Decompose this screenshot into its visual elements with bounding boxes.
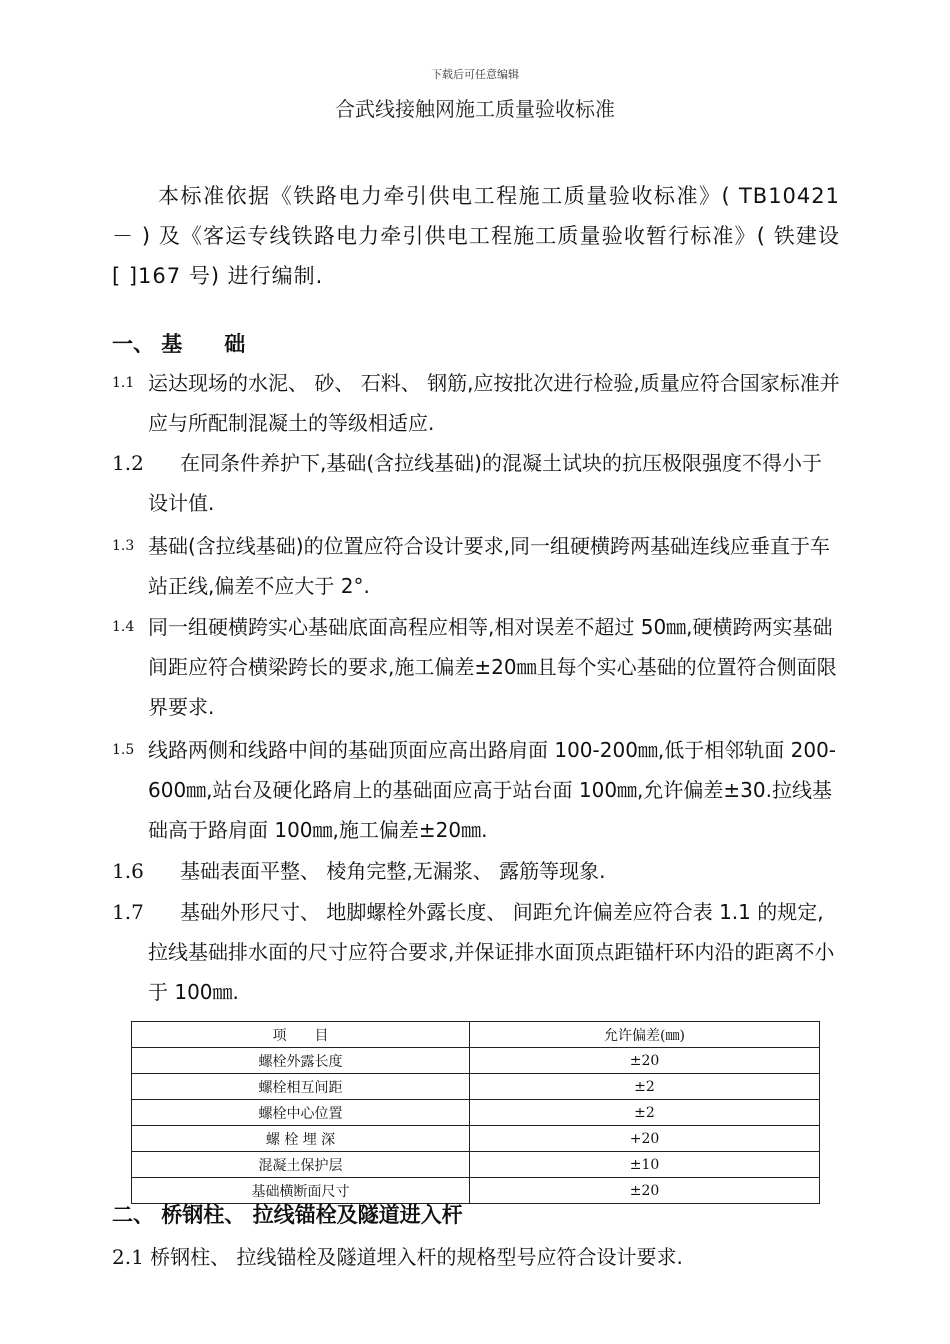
table-row xyxy=(132,1126,820,1152)
clause-number: 1.6 xyxy=(112,859,144,883)
header-note: 下载后可任意编辑 xyxy=(431,68,519,81)
table-cell: 螺栓相互间距 xyxy=(132,1074,470,1100)
clause-1-1 xyxy=(112,363,840,443)
table-row xyxy=(132,1048,820,1074)
table-cell: ±10 xyxy=(470,1152,820,1178)
clause-number: 1.5 xyxy=(112,742,135,758)
table-cell: ±2 xyxy=(470,1074,820,1100)
clause-text: 在同条件养护下,基础(含拉线基础)的混凝土试块的抗压极限强度不得小于设计值. xyxy=(148,451,822,515)
clause-1-6 xyxy=(112,851,840,891)
table-cell: 基础横断面尺寸 xyxy=(132,1178,470,1204)
table-cell: 螺 栓 埋 深 xyxy=(132,1126,470,1152)
section-heading-foundation: 一、 基 础 xyxy=(112,332,246,356)
table-header-cell: 项 目 xyxy=(132,1022,470,1048)
clause-text: 线路两侧和线路中间的基础顶面应高出路肩面 100-200㎜,低于相邻轨面 200-600㎜,站台及硬化路肩上的基础面应高于站台面 100㎜,允许偏差±30.拉线基础高于路肩面 100㎜,施工偏差±20㎜. xyxy=(148,738,837,842)
table-row xyxy=(132,1074,820,1100)
table-header-cell: 允许偏差(㎜) xyxy=(470,1022,820,1048)
clause-number: 1.3 xyxy=(112,538,135,554)
clause-number: 1.7 xyxy=(112,900,144,924)
clause-1-5 xyxy=(112,730,840,850)
clause-number: 1.2 xyxy=(112,451,144,475)
clause-text: 基础外形尺寸、 地脚螺栓外露长度、 间距允许偏差应符合表 1.1 的规定,拉线基础排水面的尺寸应符合要求,并保证排水面顶点距锚杆环内沿的距离不小于 100㎜. xyxy=(148,900,835,1004)
table-header-row xyxy=(132,1022,820,1048)
section-heading-bridge-columns: 二、 桥钢柱、 拉线锚栓及隧道进入杆 xyxy=(112,1203,463,1227)
clause-1-4 xyxy=(112,607,840,727)
clause-text: 桥钢柱、 拉线锚栓及隧道埋入杆的规格型号应符合设计要求. xyxy=(150,1245,683,1269)
table-row xyxy=(132,1152,820,1178)
clause-1-3 xyxy=(112,526,840,606)
clause-text: 同一组硬横跨实心基础底面高程应相等,相对误差不超过 50㎜,硬横跨两实基础间距应符合横梁跨长的要求,施工偏差±20㎜且每个实心基础的位置符合侧面限界要求. xyxy=(148,615,837,719)
table-cell: 混凝土保护层 xyxy=(132,1152,470,1178)
clause-1-2 xyxy=(112,443,840,523)
table-cell: ±20 xyxy=(470,1048,820,1074)
table-cell: 螺栓外露长度 xyxy=(132,1048,470,1074)
table-row xyxy=(132,1100,820,1126)
table-cell: 螺栓中心位置 xyxy=(132,1100,470,1126)
table-cell: ±20 xyxy=(470,1178,820,1204)
clause-text: 基础(含拉线基础)的位置应符合设计要求,同一组硬横跨两基础连线应垂直于车站正线,偏差不应大于 2°. xyxy=(148,534,830,598)
clause-1-7 xyxy=(112,892,840,1012)
clause-number: 2.1 xyxy=(112,1245,144,1269)
clause-text: 基础表面平整、 棱角完整,无漏浆、 露筋等现象. xyxy=(180,859,606,883)
clause-2-1 xyxy=(112,1237,683,1277)
intro-paragraph: 本标准依据《铁路电力牵引供电工程施工质量验收标准》( TB10421－ ) 及《客运专线铁路电力牵引供电工程施工质量验收暂行标准》( 铁建设[ ]167 号) 进行编制. xyxy=(112,184,840,288)
table-cell: +20 xyxy=(470,1126,820,1152)
clause-text: 运达现场的水泥、 砂、 石料、 钢筋,应按批次进行检验,质量应符合国家标准并应与所配制混凝土的等级相适应. xyxy=(148,371,840,435)
clause-number: 1.4 xyxy=(112,619,135,635)
table-cell: ±2 xyxy=(470,1100,820,1126)
tolerance-table xyxy=(131,1021,820,1204)
document-title: 合武线接触网施工质量验收标准 xyxy=(335,97,615,121)
clause-number: 1.1 xyxy=(112,375,135,391)
